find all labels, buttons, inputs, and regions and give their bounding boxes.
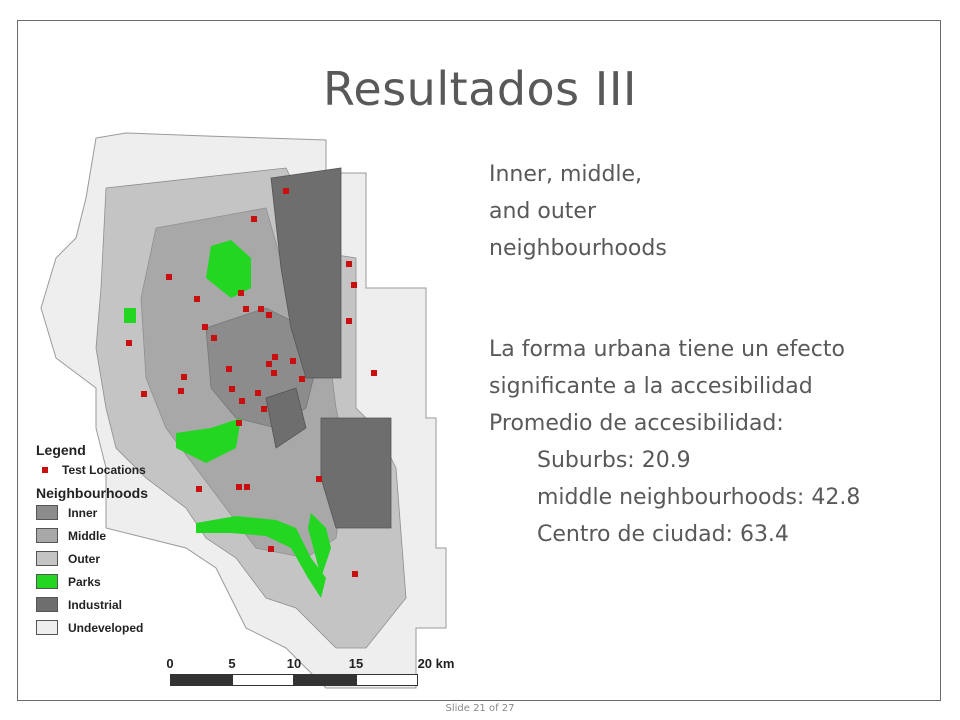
map-legend (36, 442, 186, 639)
legend-item-label: Middle (68, 528, 106, 543)
legend-item-label: Inner (68, 505, 98, 520)
legend-item-label: Industrial (68, 597, 123, 612)
body-line: Promedio de accesibilidad: (489, 411, 784, 436)
heading-line: Inner, middle, (489, 162, 643, 187)
legend-item-inner (36, 501, 186, 524)
legend-test-locations (36, 458, 186, 481)
slide-footer: Slide 21 of 27 (445, 703, 515, 714)
test-location-marker-icon (42, 467, 48, 473)
legend-item-outer (36, 547, 186, 570)
stat-line: middle neighbourhoods: 42.8 (537, 485, 861, 510)
legend-swatch (36, 528, 58, 543)
stat-line: Suburbs: 20.9 (537, 448, 691, 473)
legend-swatch (36, 620, 58, 635)
legend-swatch (36, 574, 58, 589)
stat-line: Centro de ciudad: 63.4 (537, 522, 789, 547)
scale-tick-label: 5 (228, 656, 236, 671)
park-small (124, 308, 136, 323)
scale-segment (294, 674, 356, 686)
heading-line: neighbourhoods (489, 236, 667, 261)
legend-swatch (36, 551, 58, 566)
legend-item-label: Undeveloped (68, 620, 144, 635)
body-line: significante a la accesibilidad (489, 374, 813, 399)
scale-segment (232, 674, 294, 686)
body-line: La forma urbana tiene un efecto (489, 337, 845, 362)
scale-segment (356, 674, 418, 686)
legend-swatch (36, 505, 58, 520)
legend-item-label: Outer (68, 551, 101, 566)
legend-neighbourhoods-title: Neighbourhoods (36, 485, 148, 501)
scale-tick-label: 15 (348, 656, 364, 671)
legend-test-locations-label: Test Locations (62, 462, 146, 477)
legend-item-undeveloped (36, 616, 186, 639)
heading-block (489, 156, 667, 267)
industrial-area-east (321, 418, 391, 528)
scale-tick-label: 10 (286, 656, 302, 671)
slide-title: Resultados III (323, 62, 637, 116)
scale-tick-label: 20 km (417, 656, 455, 671)
legend-item-industrial (36, 593, 186, 616)
heading-line: and outer (489, 199, 596, 224)
legend-swatch (36, 597, 58, 612)
legend-item-label: Parks (68, 574, 101, 589)
body-block (489, 331, 860, 553)
legend-items (36, 501, 186, 639)
legend-item-middle (36, 524, 186, 547)
scale-segment (170, 674, 232, 686)
legend-item-parks (36, 570, 186, 593)
scale-tick-label: 0 (166, 656, 174, 671)
legend-title: Legend (36, 442, 86, 458)
